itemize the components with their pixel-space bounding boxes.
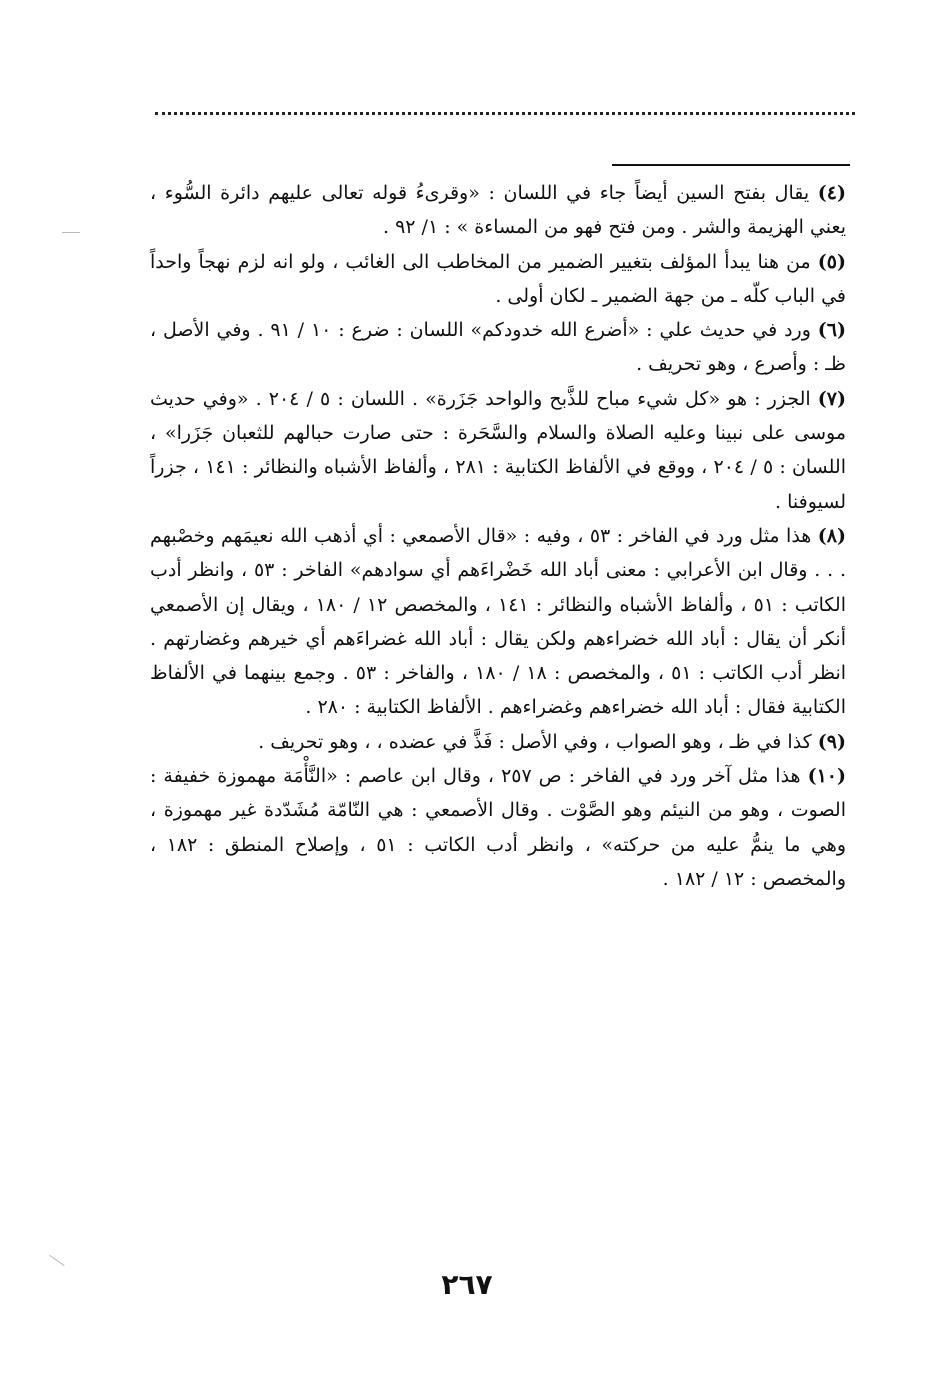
- footnote-text: ورد في حديث علي : «أضرع الله خدودكم» اللسان : ضرع : ١٠ / ٩١ . وفي الأصل ، ظـ : وأصرع ، وهو تحريف .: [150, 319, 846, 376]
- footnotes-block: [150, 176, 846, 896]
- footnote-number: (٥): [817, 250, 846, 273]
- footnote-number: (٤): [817, 182, 846, 204]
- footnote-text: هذا مثل ورد في الفاخر : ٥٣ ، وفيه : «قال الأصمعي : أي أذهب الله نعيمَهم وخصْبهم . . . وقال ابن الأعرابي : معنى أباد الله خَضْراءَهم أي سوادهم» الفاخر : ٥٣ ، وانظر أدب الكاتب : ٥١ ، وألفاظ الأشباه والنظائر : ١٤١ ، والمخصص ١٢ / ١٨٠ ، ويقال إن الأصمعي أنكر أن يقال : أباد الله خضراءهم ولكن يقال : أباد الله غضراءَهم أي خيرهم وغضارتهم . انظر أدب الكاتب : ٥١ ، والمخصص : ١٨ / ١٨٠ ، والفاخر : ٥٣ . وجمع بينهما في الألفاظ الكتابية فقال : أباد الله خضراءهم وغضراءهم . الألفاظ الكتابية : ٢٨٠ .: [150, 524, 847, 719]
- footnote-number: (٩): [817, 730, 846, 753]
- page-number: ٢٦٧: [441, 1268, 493, 1301]
- footnote-number: (١٠): [807, 765, 846, 788]
- footnote-7: [150, 382, 846, 519]
- footnote-text: من هنا يبدأ المؤلف بتغيير الضمير من المخاطب الى الغائب ، ولو انه لزم نهجاً واحداً في الباب كلّه ـ من جهة الضمير ـ لكان أولى .: [150, 250, 846, 307]
- footnote-10: [150, 759, 846, 896]
- footnote-rule: [612, 164, 850, 166]
- footnote-8: [150, 519, 846, 725]
- footnote-5: [150, 245, 846, 314]
- footnote-number: (٧): [817, 387, 846, 410]
- footnote-text: هذا مثل آخر ورد في الفاخر : ص ٢٥٧ ، وقال ابن عاصم : «النَّأْمَة مهموزة خفيفة : الصوت ، وهو من النيئم وهو الصَّوْت . وقال الأصمعي : هي النّامّة مُشَدّدة غير مهموزة ، وهي ما ينمُّ عليه من حركته» ، وانظر أدب الكاتب : ٥١ ، وإصلاح المنطق : ١٨٢ ، والمخصص : ١٢ / ١٨٢ .: [150, 765, 847, 890]
- footnote-number: (٨): [817, 524, 846, 547]
- margin-mark: [49, 1255, 64, 1266]
- footnote-4: [150, 176, 846, 245]
- footnote-text: الجزر : هو «كل شيء مباح للذَّبح والواحد جَزَرة» . اللسان : ٥ / ٢٠٤ . «وفي حديث موسى على نبينا وعليه الصلاة والسلام والسَّحَرة : حتى صارت حبالهم للثعبان جَزَرا» ، اللسان : ٥ / ٢٠٤ ، ووقع في الألفاظ الكتابية : ٢٨١ ، وألفاظ الأشباه والنظائر : ١٤١ ، جزراً لسيوفنا .: [150, 387, 846, 513]
- footnote-number: (٦): [817, 319, 846, 342]
- footnote-9: [150, 725, 846, 759]
- margin-mark: [62, 232, 80, 233]
- footnote-6: [150, 313, 846, 382]
- dotted-separator: [155, 112, 855, 129]
- footnote-text: كذا في ظـ ، وهو الصواب ، وفي الأصل : فَذَّ في عضده ، ، وهو تحريف .: [258, 730, 812, 753]
- footnote-text: يقال بفتح السين أيضاً جاء في اللسان : «وقرىءُ قوله تعالى عليهم دائرة السُّوء ، يعني الهزيمة والشر . ومن فتح فهو من المساءة » : ١/ ٩٢ .: [150, 182, 846, 239]
